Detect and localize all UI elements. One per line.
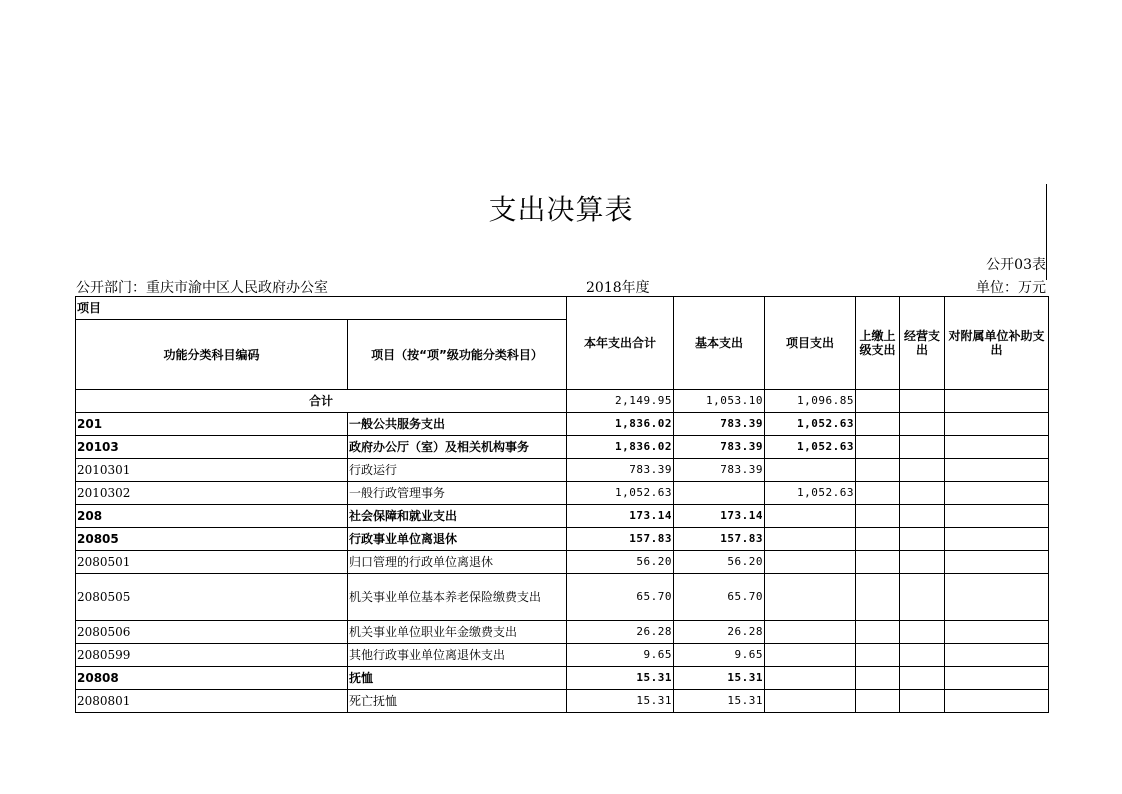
code-cell: 2080506 xyxy=(76,621,348,644)
upper-cell xyxy=(856,459,900,482)
business-cell xyxy=(900,482,945,505)
code-cell: 20805 xyxy=(76,528,348,551)
table-row xyxy=(76,436,1049,459)
business-cell xyxy=(900,690,945,713)
total-cell: 157.83 xyxy=(567,528,674,551)
project-cell xyxy=(765,574,856,621)
unit-label: 单位：万元 xyxy=(976,280,1046,296)
business-cell xyxy=(900,621,945,644)
header-subsidy: 对附属单位补助支出 xyxy=(945,297,1049,390)
table-row xyxy=(76,690,1049,713)
total-label: 合计 xyxy=(76,390,567,413)
upper-cell xyxy=(856,482,900,505)
basic-cell: 1,053.10 xyxy=(674,390,765,413)
code-cell: 201 xyxy=(76,413,348,436)
upper-cell xyxy=(856,390,900,413)
total-cell: 15.31 xyxy=(567,690,674,713)
table-row xyxy=(76,459,1049,482)
basic-cell: 26.28 xyxy=(674,621,765,644)
project-cell xyxy=(765,644,856,667)
subsidy-cell xyxy=(945,505,1049,528)
subsidy-cell xyxy=(945,667,1049,690)
basic-cell: 15.31 xyxy=(674,667,765,690)
name-cell: 抚恤 xyxy=(348,667,567,690)
subsidy-cell xyxy=(945,644,1049,667)
code-cell: 2080505 xyxy=(76,574,348,621)
header-business: 经营支出 xyxy=(900,297,945,390)
subsidy-cell xyxy=(945,459,1049,482)
name-cell: 一般公共服务支出 xyxy=(348,413,567,436)
project-cell: 1,096.85 xyxy=(765,390,856,413)
upper-cell xyxy=(856,551,900,574)
project-cell xyxy=(765,551,856,574)
header-total: 本年支出合计 xyxy=(567,297,674,390)
name-cell: 机关事业单位基本养老保险缴费支出 xyxy=(348,574,567,621)
code-cell: 2010302 xyxy=(76,482,348,505)
name-cell: 一般行政管理事务 xyxy=(348,482,567,505)
code-cell: 20808 xyxy=(76,667,348,690)
code-cell: 2080801 xyxy=(76,690,348,713)
basic-cell: 65.70 xyxy=(674,574,765,621)
subsidy-cell xyxy=(945,528,1049,551)
project-cell xyxy=(765,505,856,528)
total-cell: 65.70 xyxy=(567,574,674,621)
basic-cell: 15.31 xyxy=(674,690,765,713)
total-cell: 15.31 xyxy=(567,667,674,690)
basic-cell: 157.83 xyxy=(674,528,765,551)
header-code: 功能分类科目编码 xyxy=(76,320,348,390)
header-upper: 上缴上级支出 xyxy=(856,297,900,390)
name-cell: 行政事业单位离退休 xyxy=(348,528,567,551)
project-cell xyxy=(765,667,856,690)
header-basic: 基本支出 xyxy=(674,297,765,390)
name-cell: 行政运行 xyxy=(348,459,567,482)
business-cell xyxy=(900,528,945,551)
upper-cell xyxy=(856,528,900,551)
business-cell xyxy=(900,436,945,459)
expenditure-table xyxy=(75,296,1049,713)
upper-cell xyxy=(856,413,900,436)
table-row xyxy=(76,505,1049,528)
project-cell: 1,052.63 xyxy=(765,436,856,459)
header-project-expenditure: 项目支出 xyxy=(765,297,856,390)
upper-cell xyxy=(856,436,900,459)
table-row xyxy=(76,551,1049,574)
form-number: 公开03表 xyxy=(986,257,1046,273)
total-cell: 2,149.95 xyxy=(567,390,674,413)
total-cell: 1,052.63 xyxy=(567,482,674,505)
basic-cell: 173.14 xyxy=(674,505,765,528)
table-row xyxy=(76,528,1049,551)
subsidy-cell xyxy=(945,621,1049,644)
department-label: 公开部门：重庆市渝中区人民政府办公室 xyxy=(76,280,328,296)
business-cell xyxy=(900,459,945,482)
table-row xyxy=(76,574,1049,621)
basic-cell xyxy=(674,482,765,505)
project-cell xyxy=(765,528,856,551)
name-cell: 死亡抚恤 xyxy=(348,690,567,713)
upper-cell xyxy=(856,667,900,690)
table-row xyxy=(76,413,1049,436)
code-cell: 20103 xyxy=(76,436,348,459)
project-cell xyxy=(765,621,856,644)
name-cell: 归口管理的行政单位离退休 xyxy=(348,551,567,574)
upper-cell xyxy=(856,621,900,644)
total-cell: 173.14 xyxy=(567,505,674,528)
subsidy-cell xyxy=(945,413,1049,436)
project-cell: 1,052.63 xyxy=(765,482,856,505)
subsidy-cell xyxy=(945,574,1049,621)
name-cell: 社会保障和就业支出 xyxy=(348,505,567,528)
total-cell: 1,836.02 xyxy=(567,436,674,459)
project-cell: 1,052.63 xyxy=(765,413,856,436)
code-cell: 2080599 xyxy=(76,644,348,667)
table-row xyxy=(76,621,1049,644)
code-cell: 2010301 xyxy=(76,459,348,482)
business-cell xyxy=(900,505,945,528)
business-cell xyxy=(900,574,945,621)
name-cell: 机关事业单位职业年金缴费支出 xyxy=(348,621,567,644)
table-row xyxy=(76,667,1049,690)
business-cell xyxy=(900,413,945,436)
table-row xyxy=(76,644,1049,667)
business-cell xyxy=(900,390,945,413)
basic-cell: 783.39 xyxy=(674,459,765,482)
total-cell: 783.39 xyxy=(567,459,674,482)
total-cell: 56.20 xyxy=(567,551,674,574)
business-cell xyxy=(900,667,945,690)
subsidy-cell xyxy=(945,390,1049,413)
code-cell: 208 xyxy=(76,505,348,528)
project-cell xyxy=(765,459,856,482)
basic-cell: 783.39 xyxy=(674,436,765,459)
header-project: 项目 xyxy=(76,297,567,320)
basic-cell: 9.65 xyxy=(674,644,765,667)
header-name: 项目（按“项”级功能分类科目） xyxy=(348,320,567,390)
subsidy-cell xyxy=(945,482,1049,505)
name-cell: 其他行政事业单位离退休支出 xyxy=(348,644,567,667)
subsidy-cell xyxy=(945,690,1049,713)
basic-cell: 56.20 xyxy=(674,551,765,574)
code-cell: 2080501 xyxy=(76,551,348,574)
project-cell xyxy=(765,690,856,713)
business-cell xyxy=(900,551,945,574)
total-row xyxy=(76,390,1049,413)
name-cell: 政府办公厅（室）及相关机构事务 xyxy=(348,436,567,459)
table-row xyxy=(76,482,1049,505)
fiscal-year: 2018年度 xyxy=(586,280,650,296)
subsidy-cell xyxy=(945,436,1049,459)
total-cell: 26.28 xyxy=(567,621,674,644)
upper-cell xyxy=(856,644,900,667)
total-cell: 9.65 xyxy=(567,644,674,667)
total-cell: 1,836.02 xyxy=(567,413,674,436)
basic-cell: 783.39 xyxy=(674,413,765,436)
upper-cell xyxy=(856,574,900,621)
upper-cell xyxy=(856,505,900,528)
upper-cell xyxy=(856,690,900,713)
business-cell xyxy=(900,644,945,667)
subsidy-cell xyxy=(945,551,1049,574)
page-title: 支出决算表 xyxy=(488,193,634,226)
